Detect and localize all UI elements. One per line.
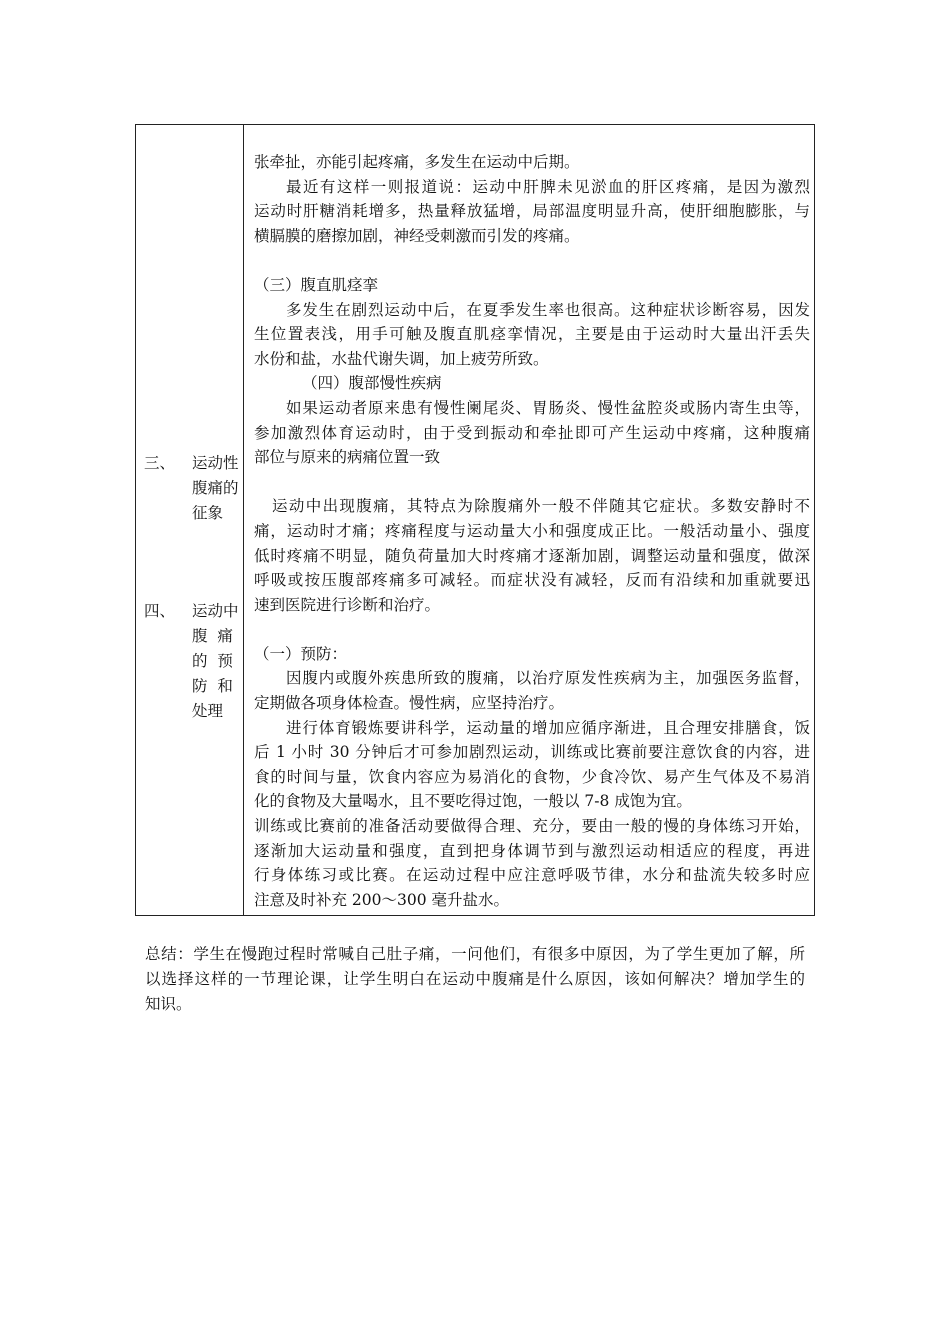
section3-number: 三、 <box>144 454 176 472</box>
text-line: 逐渐加大运动量和强度，直到把身体调节到与激烈运动相适应的程度，再进 <box>254 841 810 860</box>
content-cell <box>254 150 810 912</box>
section4-line3: 的 预 <box>192 652 233 670</box>
text-line: 如果运动者原来患有慢性阑尾炎、胃肠炎、慢性盆腔炎或肠内寄生虫等， <box>286 398 810 417</box>
text-line: 呼吸或按压腹部疼痛多可减轻。而症状没有减轻，反而有沿续和加重就要迅 <box>254 571 810 590</box>
text-line: 注意及时补充 200～300 毫升盐水。 <box>254 890 510 909</box>
text-line: 部位与原来的病痛位置一致 <box>254 448 441 467</box>
text-line: 最近有这样一则报道说：运动中肝脾未见淤血的肝区疼痛，是因为激烈 <box>286 177 810 196</box>
section3-line1: 三、 运动性 <box>144 451 239 476</box>
summary-line: 总结：学生在慢跑过程时常喊自己肚子痛，一问他们，有很多中原因，为了学生更加了解，所 <box>145 945 805 963</box>
section4-line1: 四、 运动中 <box>144 599 239 624</box>
section3-label <box>144 451 239 526</box>
summary-line: 知识。 <box>145 995 192 1013</box>
text-line: 行身体练习或比赛。在运动过程中应注意呼吸节律，水分和盐流失较多时应 <box>254 866 810 885</box>
text-line: 张牵扯，亦能引起疼痛，多发生在运动中后期。 <box>254 153 580 171</box>
section3-line3: 征象 <box>192 504 224 522</box>
text-line: 因腹内或腹外疾患所致的腹痛，以治疗原发性疾病为主，加强医务监督， <box>286 669 810 688</box>
text-line: 生位置表浅，用手可触及腹直肌痉挛情况，主要是由于运动时大量出汗丢失 <box>254 325 810 344</box>
column-divider <box>243 125 244 915</box>
text-line: 定期做各项身体检查。慢性病，应坚持治疗。 <box>254 694 565 713</box>
text-line: 低时疼痛不明显，随负荷量加大时疼痛才逐渐加剧，调整运动量和强度，做深 <box>254 546 810 565</box>
text-line: 运动时肝糖消耗增多，热量释放猛增，局部温度明显升高，使肝细胞膨胀，与 <box>254 202 810 221</box>
subheading: （三）腹直肌痉挛 <box>254 275 379 294</box>
subheading: （一）预防： <box>254 644 348 663</box>
section4-line4: 防 和 <box>192 677 233 695</box>
section4-number: 四、 <box>144 602 176 620</box>
text-line: 痛，运动时才痛；疼痛程度与运动量大小和强度成正比。一般活动量小、强度 <box>254 521 810 540</box>
section4-line5: 处理 <box>192 702 224 720</box>
summary-paragraph <box>145 942 805 1017</box>
summary-line: 以选择这样的一节理论课，让学生明白在运动中腹痛是什么原因，该如何解决？增加学生的 <box>145 970 805 988</box>
text-line: 水份和盐，水盐代谢失调，加上疲劳所致。 <box>254 349 549 368</box>
text-line: 多发生在剧烈运动中后，在夏季发生率也很高。这种症状诊断容易，因发 <box>286 300 810 319</box>
section4-line2: 腹 痛 <box>192 627 233 645</box>
text-line: 进行体育锻炼要讲科学，运动量的增加应循序渐进，且合理安排膳食，饭 <box>286 718 810 737</box>
text-line: 速到医院进行诊断和治疗。 <box>254 595 441 614</box>
content-table <box>135 124 815 916</box>
text-line: 化的食物及大量喝水，且不要吃得过饱，一般以 7-8 成饱为宜。 <box>254 792 692 811</box>
subheading: （四）腹部慢性疾病 <box>302 374 442 393</box>
text-line: 参加激烈体育运动时，由于受到振动和牵扯即可产生运动中疼痛，这种腹痛 <box>254 423 810 442</box>
text-line: 食的时间与量，饮食内容应为易消化的食物，少食冷饮、易产生气体及不易消 <box>254 767 810 786</box>
text-line: 训练或比赛前的准备活动要做得合理、充分，要由一般的慢的身体练习开始， <box>254 817 810 836</box>
section4-label <box>144 599 239 724</box>
text-line: 运动中出现腹痛，其特点为除腹痛外一般不伴随其它症状。多数安静时不 <box>272 497 810 516</box>
text-line: 横膈膜的磨擦加剧，神经受刺激而引发的疼痛。 <box>254 226 580 245</box>
section3-line2: 腹痛的 <box>192 479 239 497</box>
text-line: 后 1 小时 30 分钟后才可参加剧烈运动，训练或比赛前要注意饮食的内容，进 <box>254 743 810 762</box>
